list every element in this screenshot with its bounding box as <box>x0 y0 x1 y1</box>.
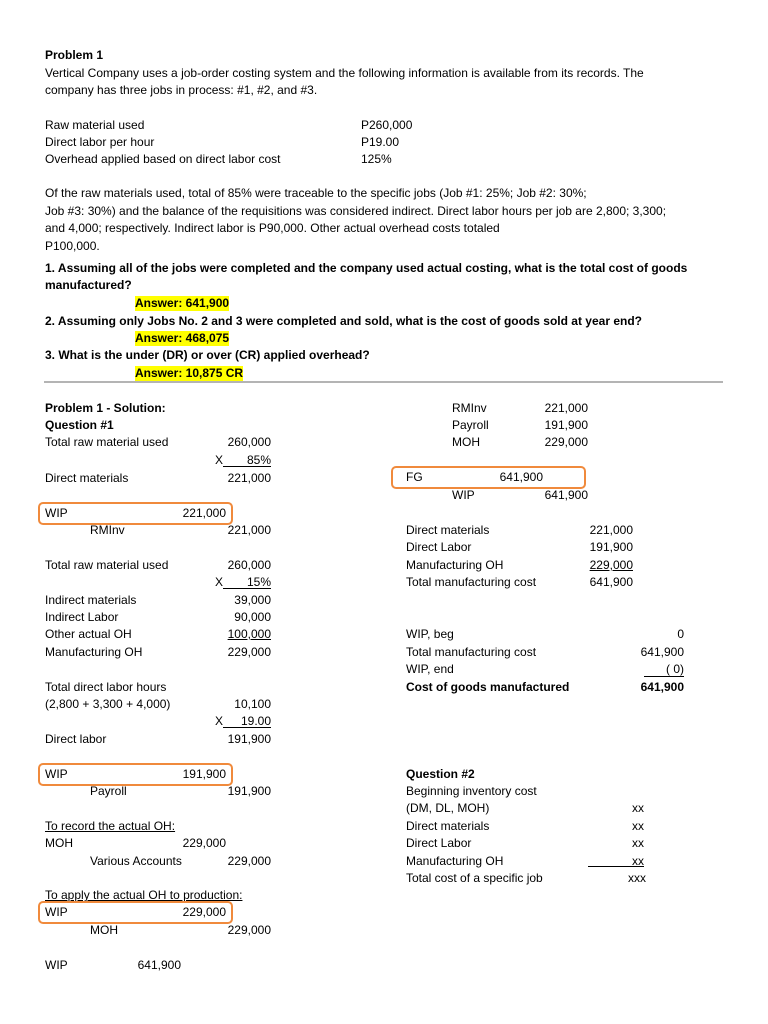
answer-1: Answer: 641,900 <box>135 296 230 310</box>
para-line-3: and 4,000; respectively. Indirect labor is P90,000. Other actual overhead costs totaled <box>45 221 500 235</box>
right-wip-beg-label: WIP, beg <box>406 627 454 641</box>
problem-title: Problem 1 <box>45 48 104 62</box>
right-dm2-label: Direct materials <box>406 819 490 833</box>
times-sign-19: X <box>215 714 224 728</box>
wip-dm-value: 221,000 <box>182 506 226 520</box>
right-tmc2-label: Total manufacturing cost <box>406 645 537 659</box>
right-dl-value: 191,900 <box>589 540 633 554</box>
indirect-labor-label: Indirect Labor <box>45 610 119 624</box>
wip-total-label: WIP <box>45 958 68 972</box>
right-tcsj-value: xxx <box>628 871 646 885</box>
right-dl-label: Direct Labor <box>406 540 472 554</box>
various-accounts-label: Various Accounts <box>90 854 182 868</box>
direct-labor-value: 191,900 <box>227 732 271 746</box>
right-cogm-value: 641,900 <box>640 680 684 694</box>
other-oh-label: Other actual OH <box>45 627 132 641</box>
right-moh-label: MOH <box>452 435 480 449</box>
payroll-credit-label: Payroll <box>90 784 127 798</box>
right-dm-value: 221,000 <box>589 523 633 537</box>
underline-15 <box>223 588 271 589</box>
total-rm-value: 260,000 <box>227 435 271 449</box>
direct-materials-value: 221,000 <box>227 471 271 485</box>
item-label-overhead: Overhead applied based on direct labor cost <box>45 152 281 166</box>
right-dl2-label: Direct Labor <box>406 836 472 850</box>
question-2-heading: Question #2 <box>406 767 475 781</box>
manufacturing-oh-label: Manufacturing OH <box>45 645 143 659</box>
right-rminv-value: 221,000 <box>544 401 588 415</box>
question-3: 3. What is the under (DR) or over (CR) applied overhead? <box>45 348 370 362</box>
wip-oh-value: 229,000 <box>182 905 226 919</box>
right-wip-beg-value: 0 <box>677 627 684 641</box>
para-line-2: Job #3: 30%) and the balance of the requisitions was considered indirect. Direct labor hours per job are 2,800; 3,300; <box>45 204 667 218</box>
right-fg-value: 641,900 <box>499 470 543 484</box>
item-label-raw-material: Raw material used <box>45 118 145 132</box>
right-wip-label: WIP <box>452 488 475 502</box>
para-line-4: P100,000. <box>45 239 100 253</box>
record-oh-heading: To record the actual OH: <box>45 819 176 833</box>
wip-total-value: 641,900 <box>137 958 181 972</box>
right-moh2-label: Manufacturing OH <box>406 558 504 572</box>
total-rm-label-2: Total raw material used <box>45 558 169 572</box>
right-moh-value: 229,000 <box>544 435 588 449</box>
right-wip-end-value: ( 0) <box>666 662 684 676</box>
rminv-credit-label: RMInv <box>90 523 125 537</box>
right-dm-label: Direct materials <box>406 523 490 537</box>
right-payroll-label: Payroll <box>452 418 489 432</box>
right-moh3-value: xx <box>632 854 644 868</box>
times-sign-85: X <box>215 453 224 467</box>
item-value-overhead: 125% <box>361 152 392 166</box>
wip-dl-value: 191,900 <box>182 767 226 781</box>
direct-labor-label: Direct labor <box>45 732 107 746</box>
right-tcsj-label: Total cost of a specific job <box>406 871 543 885</box>
dl-hours-label: Total direct labor hours <box>45 680 167 694</box>
right-bic-sub-label: (DM, DL, MOH) <box>406 801 490 815</box>
answer-2: Answer: 468,075 <box>135 331 230 345</box>
right-payroll-value: 191,900 <box>544 418 588 432</box>
dl-hours-calc: (2,800 + 3,300 + 4,000) <box>45 697 171 711</box>
item-value-direct-labor: P19.00 <box>361 135 400 149</box>
right-tmc-label: Total manufacturing cost <box>406 575 537 589</box>
percent-15: 15% <box>246 575 271 589</box>
wip-oh-label: WIP <box>45 905 68 919</box>
right-tmc-value: 641,900 <box>589 575 633 589</box>
right-rminv-label: RMInv <box>452 401 487 415</box>
indirect-labor-value: 90,000 <box>234 610 271 624</box>
right-cogm-label: Cost of goods manufactured <box>406 680 570 694</box>
right-dm2-value: xx <box>632 819 644 833</box>
other-oh-value: 100,000 <box>227 627 271 641</box>
indirect-materials-label: Indirect materials <box>45 593 137 607</box>
intro-line-2: company has three jobs in process: #1, #2, and #3. <box>45 83 318 97</box>
wip-dl-label: WIP <box>45 767 68 781</box>
apply-oh-heading: To apply the actual OH to production: <box>45 888 243 902</box>
times-sign-15: X <box>215 575 224 589</box>
solution-title: Problem 1 - Solution: <box>45 401 166 415</box>
item-value-raw-material: P260,000 <box>361 118 413 132</box>
rminv-credit-value: 221,000 <box>227 523 271 537</box>
indirect-materials-value: 39,000 <box>234 593 271 607</box>
underline-85 <box>223 466 271 467</box>
right-dl2-value: xx <box>632 836 644 850</box>
wip-dm-label: WIP <box>45 506 68 520</box>
right-fg-label: FG <box>406 470 423 484</box>
question-2: 2. Assuming only Jobs No. 2 and 3 were completed and sold, what is the cost of goods sold at year end? <box>45 314 642 328</box>
moh-credit-value: 229,000 <box>227 923 271 937</box>
right-bic-value: xx <box>632 801 644 815</box>
right-bic-label: Beginning inventory cost <box>406 784 537 798</box>
payroll-credit-value: 191,900 <box>227 784 271 798</box>
question-1-line-2: manufactured? <box>45 278 132 292</box>
section-divider <box>44 381 723 383</box>
manufacturing-oh-value: 229,000 <box>227 645 271 659</box>
question-1-heading: Question #1 <box>45 418 114 432</box>
right-tmc2-value: 641,900 <box>640 645 684 659</box>
moh-debit-label: MOH <box>45 836 73 850</box>
moh-credit-label: MOH <box>90 923 118 937</box>
total-rm-value-2: 260,000 <box>227 558 271 572</box>
para-line-1: Of the raw materials used, total of 85% were traceable to the specific jobs (Job #1: 25%; Job #2: 30%; <box>45 186 587 200</box>
underline-moh3 <box>588 866 644 867</box>
dl-hours-value: 10,100 <box>234 697 271 711</box>
answer-3: Answer: 10,875 CR <box>135 366 244 380</box>
right-wip-value: 641,900 <box>544 488 588 502</box>
rate-19: 19.00 <box>240 714 271 728</box>
intro-line-1: Vertical Company uses a job-order costing system and the following information is available from its records. The <box>45 66 644 80</box>
percent-85: 85% <box>246 453 271 467</box>
right-wip-end-label: WIP, end <box>406 662 454 676</box>
various-accounts-value: 229,000 <box>227 854 271 868</box>
item-label-direct-labor: Direct labor per hour <box>45 135 155 149</box>
underline-19 <box>223 727 271 728</box>
underline-wip-end <box>644 676 684 677</box>
direct-materials-label: Direct materials <box>45 471 129 485</box>
total-rm-label: Total raw material used <box>45 435 169 449</box>
right-moh2-value: 229,000 <box>589 558 633 572</box>
question-1-line-1: 1. Assuming all of the jobs were completed and the company used actual costing, what is the total cost of goods <box>45 261 688 275</box>
right-moh3-label: Manufacturing OH <box>406 854 504 868</box>
moh-debit-value: 229,000 <box>182 836 226 850</box>
